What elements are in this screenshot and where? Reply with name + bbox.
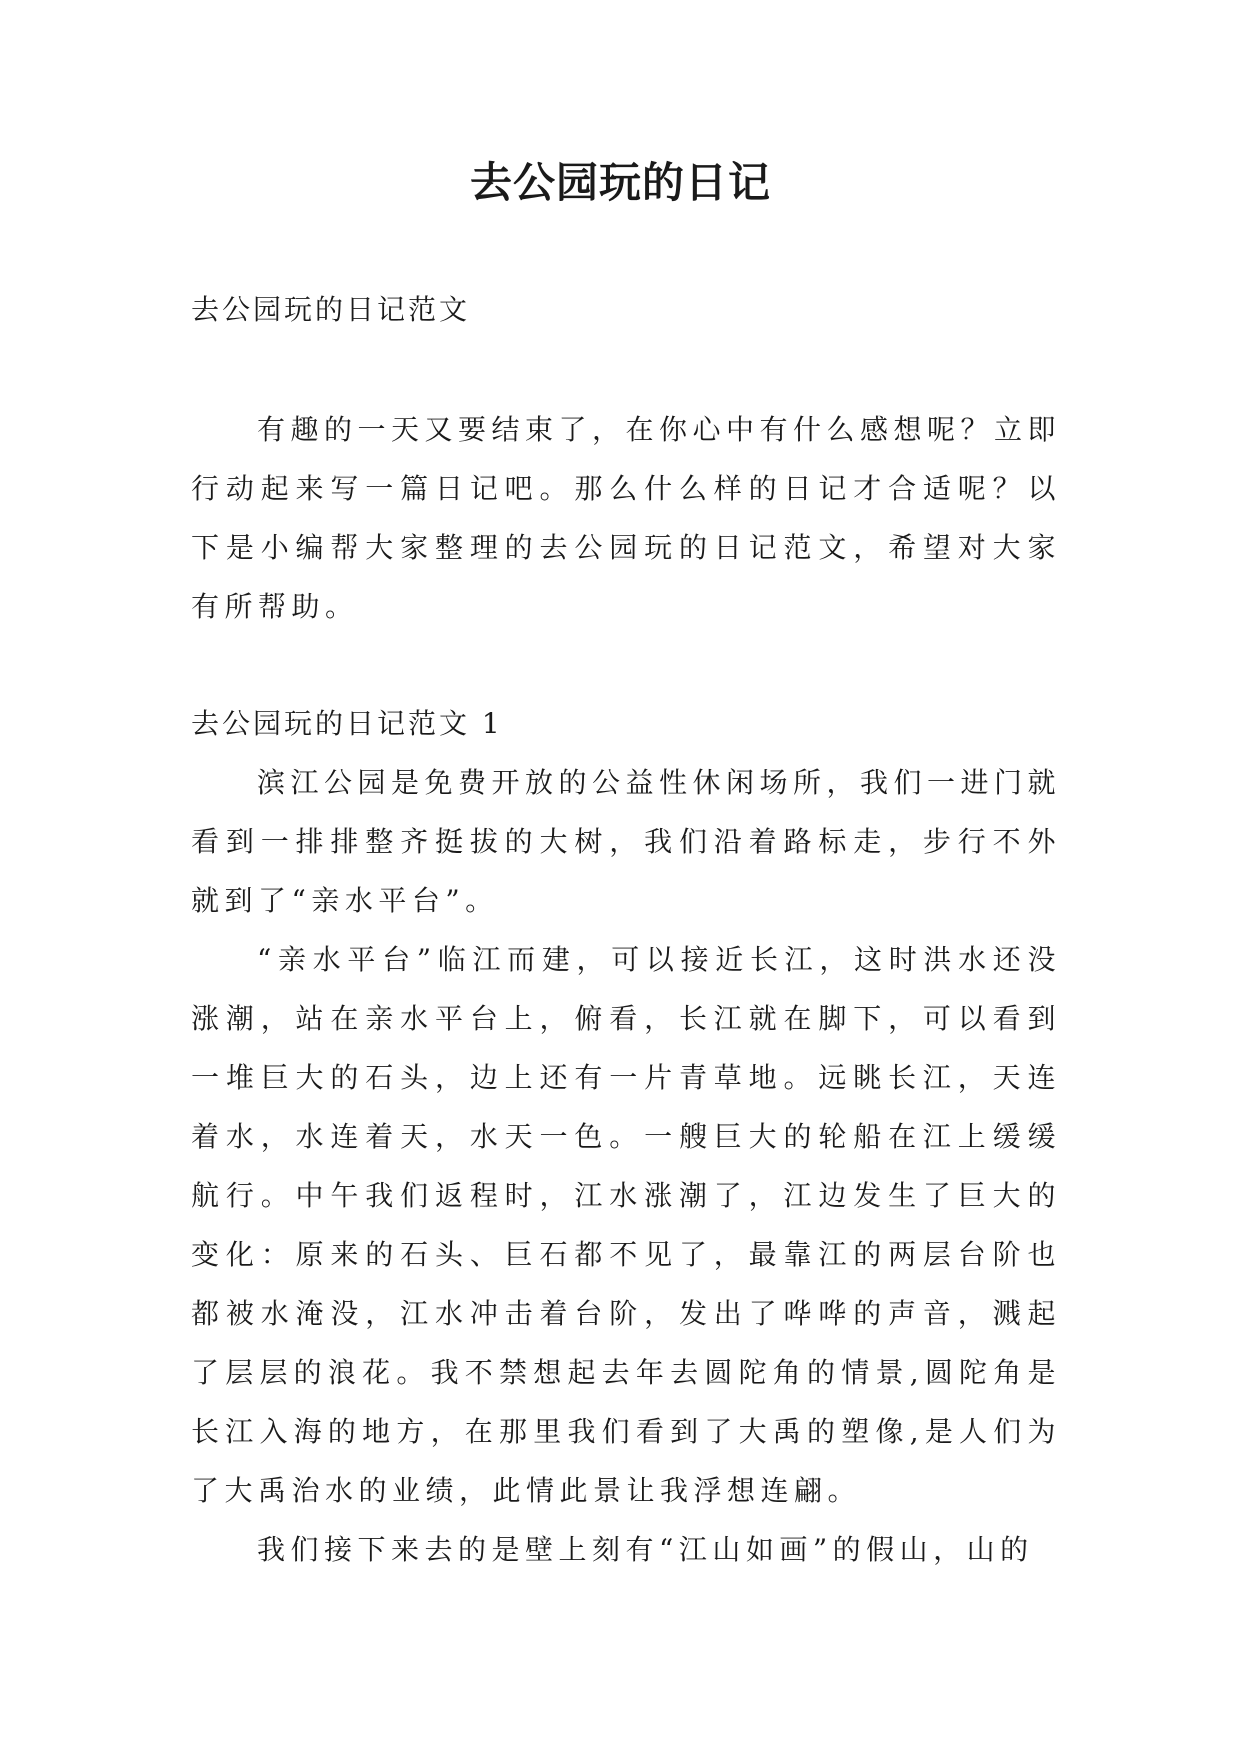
document-body — [191, 290, 1061, 1579]
body-paragraph-1: 滨江公园是免费开放的公益性休闲场所，我们一进门就看到一排排整齐挺拔的大树，我们沿着路标走，步行不外就到了“亲水平台”。 — [191, 766, 1062, 917]
document-title: 去公园玩的日记 — [469, 158, 771, 207]
body-paragraph-2: “亲水平台”临江而建，可以接近长江，这时洪水还没涨潮，站在亲水平台上，俯看，长江就在脚下，可以看到一堆巨大的石头，边上还有一片青草地。远眺长江，天连着水，水连着天，水天一色。一艘巨大的轮船在江上缓缓航行。中午我们返程时，江水涨潮了，江边发生了巨大的变化：原来的石头、巨石都不见了，最靠江的两层台阶也都被水淹没，江水冲击着台阶，发出了哗哗的声音，溅起了层层的浪花。我不禁想起去年去圆陀角的情景,圆陀角是长江入海的地方，在那里我们看到了大禹的塑像,是人们为了大禹治水的业绩，此情此景让我浮想连翩。 — [191, 943, 1061, 1507]
body-paragraph-3: 我们接下来去的是壁上刻有“江山如画”的假山，山的 — [257, 1533, 1034, 1566]
intro-paragraph: 有趣的一天又要结束了，在你心中有什么感想呢？立即行动起来写一篇日记吧。那么什么样的日记才合适呢？以下是小编帮大家整理的去公园玩的日记范文，希望对大家有所帮助。 — [191, 413, 1062, 623]
section-heading: 去公园玩的日记范文 1 — [191, 707, 503, 740]
document-subtitle: 去公园玩的日记范文 — [191, 293, 471, 326]
